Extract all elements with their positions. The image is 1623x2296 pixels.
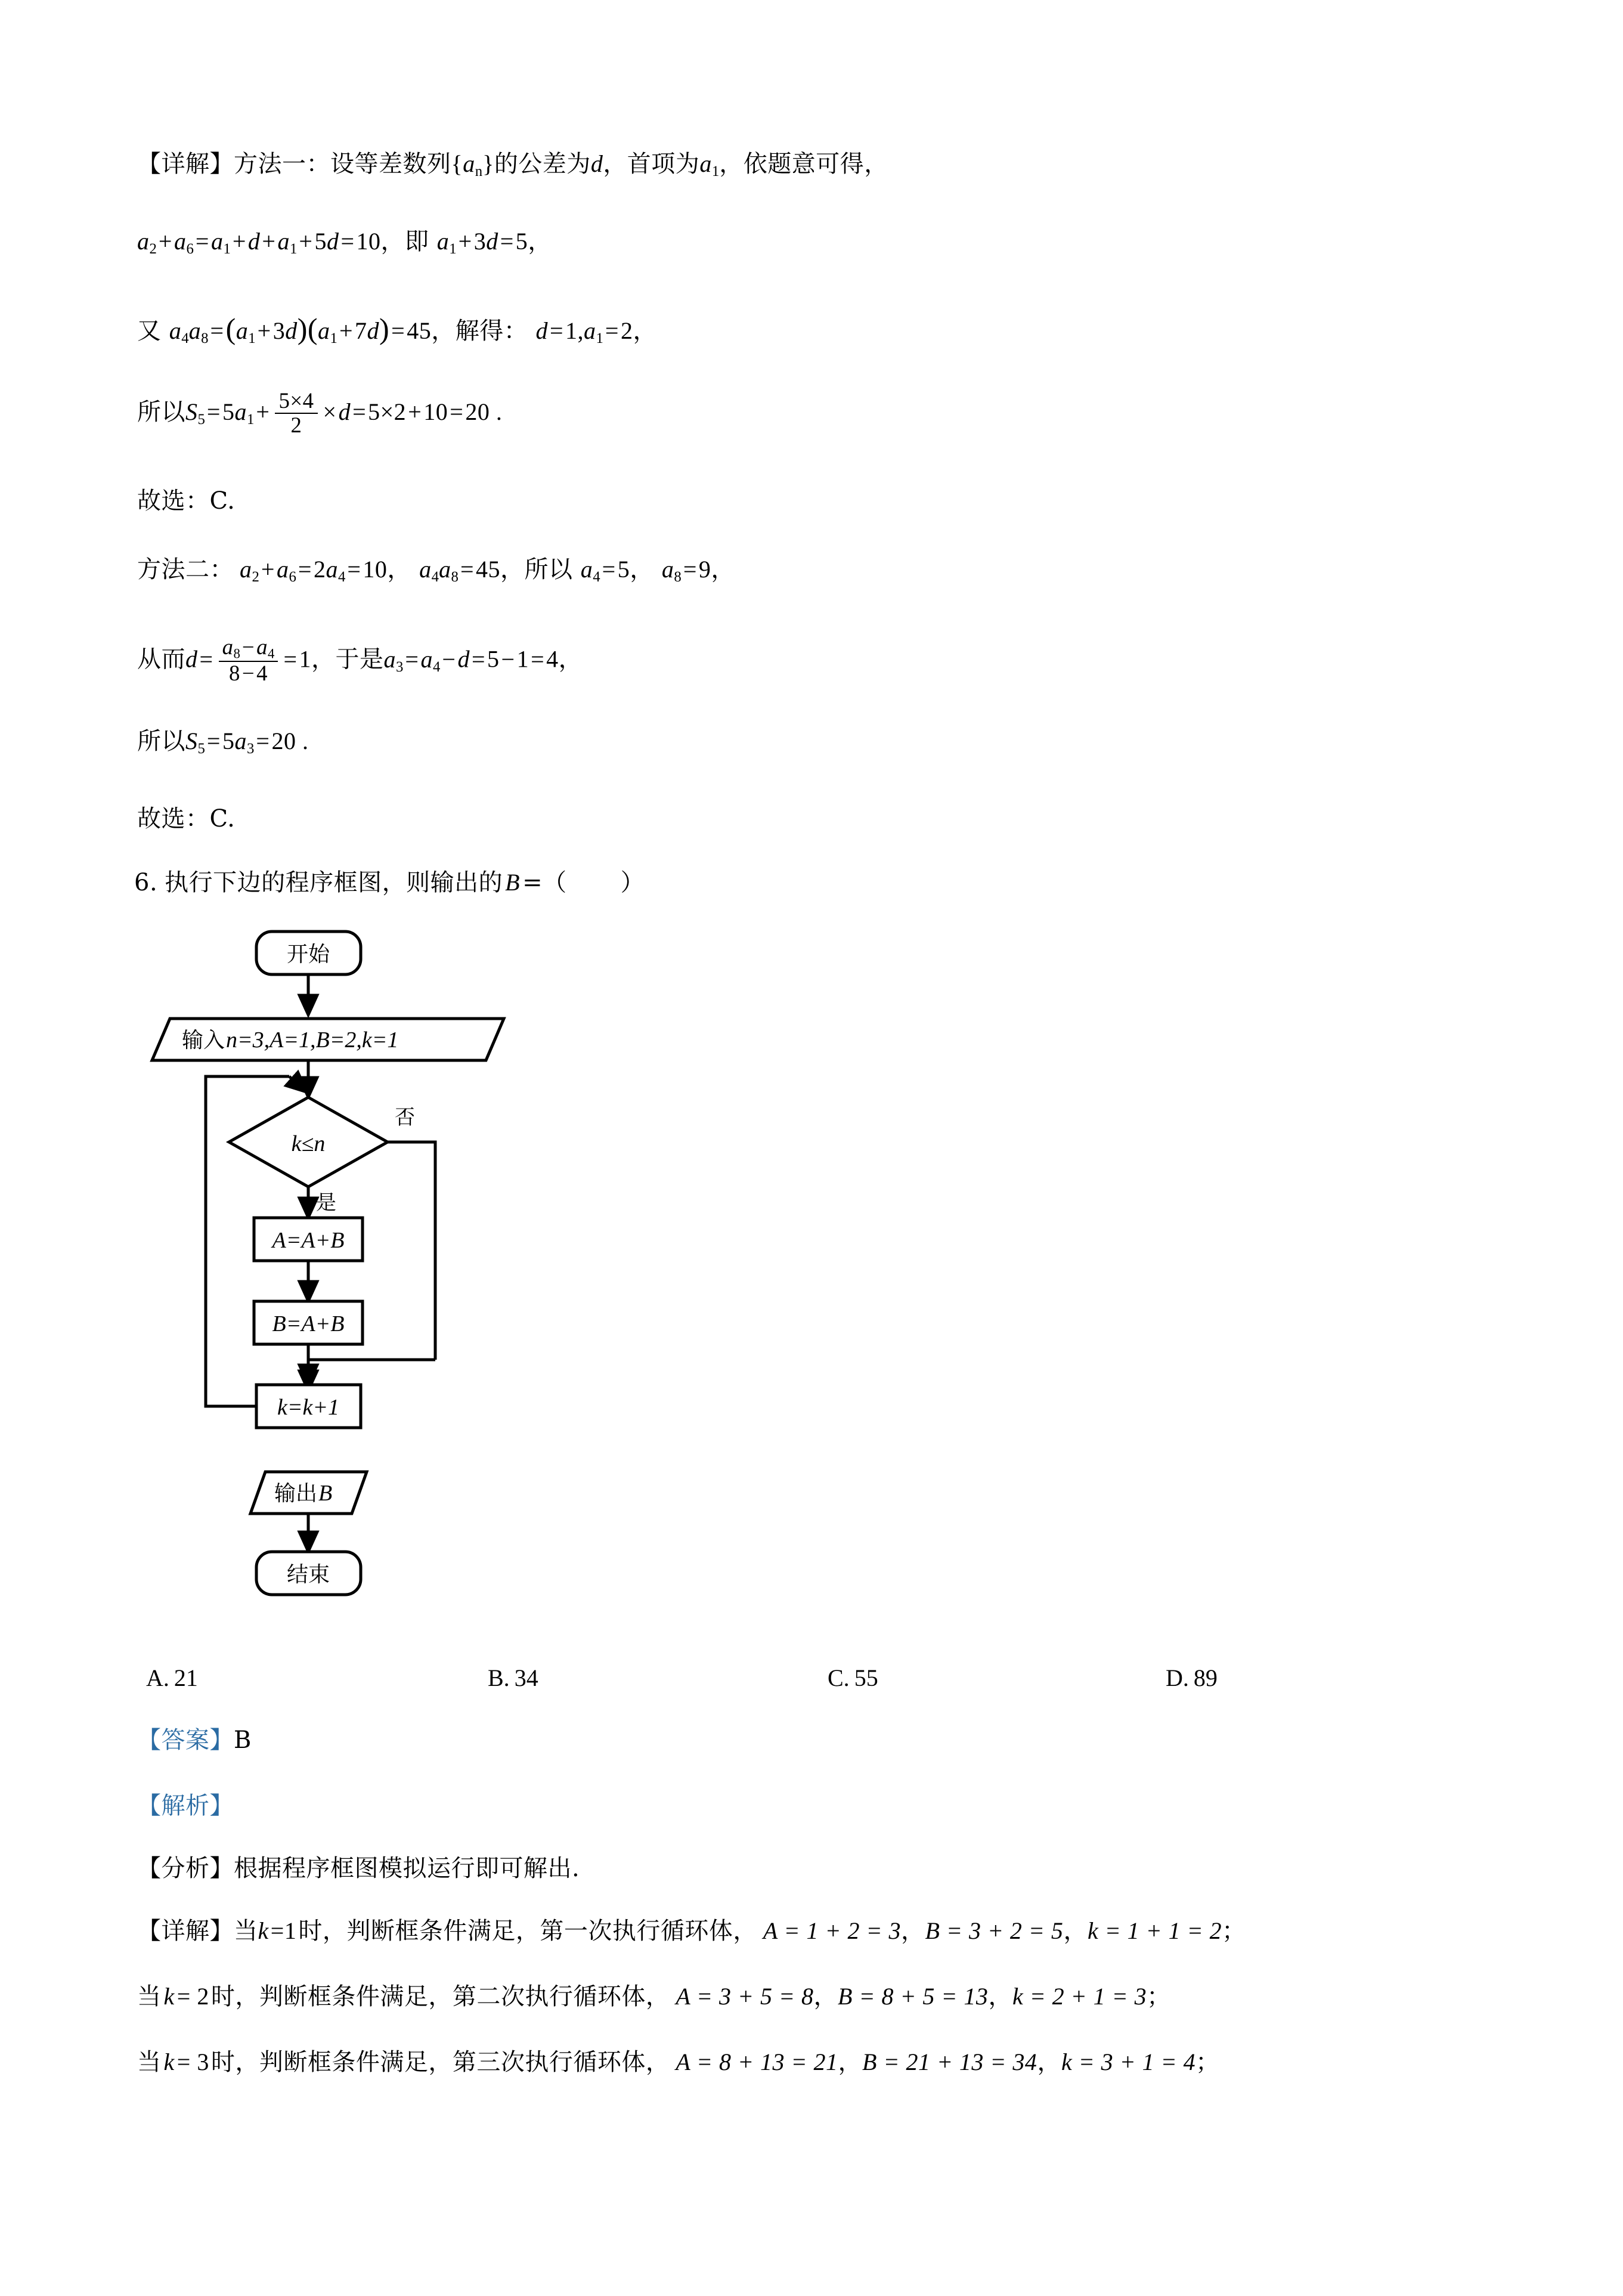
q5-equation-6: 所以$S_5=5a_3=20$ .	[137, 728, 309, 757]
q6-trace1-k: k = 1 + 1 = 2	[1087, 1917, 1222, 1944]
q6-trace3-kvar: k	[163, 2049, 175, 2075]
q5-method1-label: 方法一：	[234, 150, 330, 178]
flowchart-node-start	[256, 932, 361, 974]
q6-trace2-a: A = 3 + 5 = 8	[676, 1983, 814, 2010]
q6-trace3-k: k = 3 + 1 = 4	[1061, 2049, 1196, 2075]
q6-option-d-key: D.	[1166, 1664, 1189, 1691]
flowchart-process-a-label: A=A+B	[272, 1228, 345, 1253]
flowchart-node-output	[250, 1472, 367, 1514]
flowchart-node-process-k	[256, 1385, 361, 1428]
q6-trace1-kvar: k	[258, 1917, 269, 1944]
q6-trace1-b: B = 3 + 2 = 5	[925, 1917, 1064, 1944]
flowchart-node-end	[256, 1552, 361, 1595]
q6-stem-close: ）	[620, 869, 645, 896]
flowchart-output-var: B	[318, 1481, 333, 1506]
q6-trace1-mid: 时，判断框条件满足，第一次执行循环体，	[298, 1917, 757, 1945]
q5-detail-marker: 【详解】	[137, 150, 234, 178]
q5-conclusion-2: 故选：C.	[137, 805, 236, 833]
q6-option-a-key: A.	[146, 1664, 169, 1691]
flowchart-process-b-label: B=A+B	[272, 1311, 345, 1336]
q6-trace2-b: B = 8 + 5 = 13	[838, 1983, 989, 2010]
flowchart-node-process-a	[254, 1218, 363, 1261]
flowchart-end-label: 结束	[286, 1562, 330, 1587]
q6-option-b-value: 34	[514, 1664, 538, 1691]
flowchart-label-no: 否	[395, 1106, 415, 1130]
q5-var-d: d	[590, 150, 603, 177]
q6-trace3-a: A = 8 + 13 = 21	[676, 2049, 838, 2075]
q6-approach-text: 根据程序框图模拟运行即可解出.	[234, 1855, 580, 1882]
q6-trace1-end: ；	[1222, 1917, 1246, 1945]
q6-trace1-prefix: 当	[234, 1917, 258, 1945]
q6-trace2-end: ；	[1147, 1983, 1171, 2010]
q6-approach-line	[137, 1853, 580, 1883]
q5-equation-2: 又 $a_4a_8=(a_1+3d)(a_1+7d)=45$，解得： $d=1,a_1=2$，	[137, 312, 657, 346]
program-flowchart	[137, 918, 793, 1664]
flowchart-input-word: 输入	[182, 1028, 225, 1053]
q6-trace1-a: A = 1 + 2 = 3	[763, 1917, 902, 1944]
q5-line1-text3: ，首项为	[603, 150, 700, 178]
q6-stem	[134, 868, 645, 898]
q6-answer-value: B	[234, 1726, 252, 1754]
q6-trace3-mid: 时，判断框条件满足，第三次执行循环体，	[210, 2049, 670, 2076]
q6-option-c-value: 55	[854, 1664, 878, 1691]
q6-stem-text: 执行下边的程序框图，则输出的	[165, 869, 503, 896]
q6-trace1-marker: 【详解】	[137, 1917, 234, 1945]
q6-trace2-prefix: 当	[137, 1983, 162, 2010]
q6-option-b-key: B.	[488, 1664, 510, 1691]
q6-answer-marker: 【答案】	[137, 1726, 234, 1754]
flowchart-start-label: 开始	[286, 942, 330, 967]
q6-number: 6.	[134, 869, 158, 896]
q6-trace-line-1: 【详解】当k=1时，判断框条件满足，第一次执行循环体， A = 1 + 2 = 3，B = 3 + 2 = 5，k = 1 + 1 = 2；	[137, 1917, 1246, 1945]
q5-line1-text: 设等差数列	[330, 150, 451, 178]
q6-approach-marker: 【分析】	[137, 1855, 234, 1882]
q6-trace3-keq: = 3	[176, 2049, 209, 2075]
flowchart-process-k-label: k=k+1	[277, 1395, 340, 1420]
q5-equation-4: 方法二： $a_2+a_6=2a_4=10$， $a_4a_8=45$，所以 $a_4=5$， $a_8=9$，	[137, 556, 735, 585]
q6-answer-line	[137, 1725, 252, 1755]
q5-conclusion-1: 故选：C.	[137, 487, 236, 515]
q6-trace2-keq: = 2	[176, 1983, 209, 2010]
q5-eq5-prefix: 从而	[137, 645, 185, 673]
q6-option-a-value: 21	[174, 1664, 198, 1691]
q6-stem-var: B	[505, 869, 521, 896]
q6-trace3-b: B = 21 + 13 = 34	[862, 2049, 1037, 2075]
flowchart-node-decision	[229, 1097, 388, 1187]
q5-line1-text2: 的公差为	[494, 150, 591, 178]
q5-eq3-prefix: 所以	[137, 398, 185, 426]
flowchart-label-yes: 是	[316, 1191, 336, 1215]
q6-analysis-marker: 【解析】	[137, 1792, 234, 1820]
q6-trace2-mid: 时，判断框条件满足，第二次执行循环体，	[210, 1983, 670, 2010]
q6-trace2-k: k = 2 + 1 = 3	[1012, 1983, 1147, 2010]
q6-trace3-prefix: 当	[137, 2049, 162, 2076]
flowchart-node-input	[152, 1019, 504, 1060]
flowchart-node-process-b	[254, 1301, 363, 1344]
q6-option-c-key: C.	[828, 1664, 850, 1691]
q5-eq6-prefix: 所以	[137, 728, 185, 755]
flowchart-output-label	[274, 1481, 332, 1506]
q5-detail-line-1: 【详解】方法一：设等差数列$\{a_n\}$的公差为d，首项为$a_1$，依题意可得，	[137, 150, 888, 180]
flowchart-decision-label: k≤n	[291, 1131, 326, 1156]
q5-line1-text4: ，依题意可得，	[719, 150, 888, 178]
q6-trace-line-3: 当 k = 3时，判断框条件满足，第三次执行循环体， A = 8 + 13 = 21，B = 21 + 13 = 34，k = 3 + 1 = 4；	[137, 2049, 1220, 2076]
q6-trace2-kvar: k	[163, 1983, 175, 2010]
q6-option-a[interactable]	[146, 1664, 198, 1692]
q6-option-b[interactable]	[488, 1664, 538, 1692]
flowchart-output-word: 输出	[274, 1481, 318, 1506]
q6-stem-eq: =（	[522, 869, 567, 896]
q5-equation-1: $a_2+a_6=a_1+d+a_1+5d=10$，即 $a_1+3d=5$，	[137, 228, 552, 257]
q6-trace1-keq: =1	[270, 1917, 297, 1944]
q6-trace-line-2: 当 k = 2时，判断框条件满足，第二次执行循环体， A = 3 + 5 = 8，B = 8 + 5 = 13，k = 2 + 1 = 3；	[137, 1983, 1171, 2010]
q5-equation-5: 从而d= $\frac{a_8-a_4}{8-4}$ =1，于是$a_3=a_4-d=5-1=4$，	[137, 635, 583, 686]
q6-trace3-end: ；	[1195, 2049, 1220, 2076]
flowchart-svg	[137, 918, 793, 1664]
flowchart-input-vars: n=3,A=1,B=2,k=1	[226, 1028, 399, 1053]
q6-option-c[interactable]	[828, 1664, 878, 1692]
q6-option-d[interactable]	[1166, 1664, 1218, 1692]
q6-option-d-value: 89	[1193, 1664, 1218, 1691]
flowchart-input-label	[182, 1028, 398, 1053]
q5-method2-label: 方法二：	[137, 556, 234, 583]
q5-equation-3: 所以$S_5=5a_1+$ $\frac{5\times 4}{2}$ ×d=5×2+10=20 .	[137, 388, 503, 437]
